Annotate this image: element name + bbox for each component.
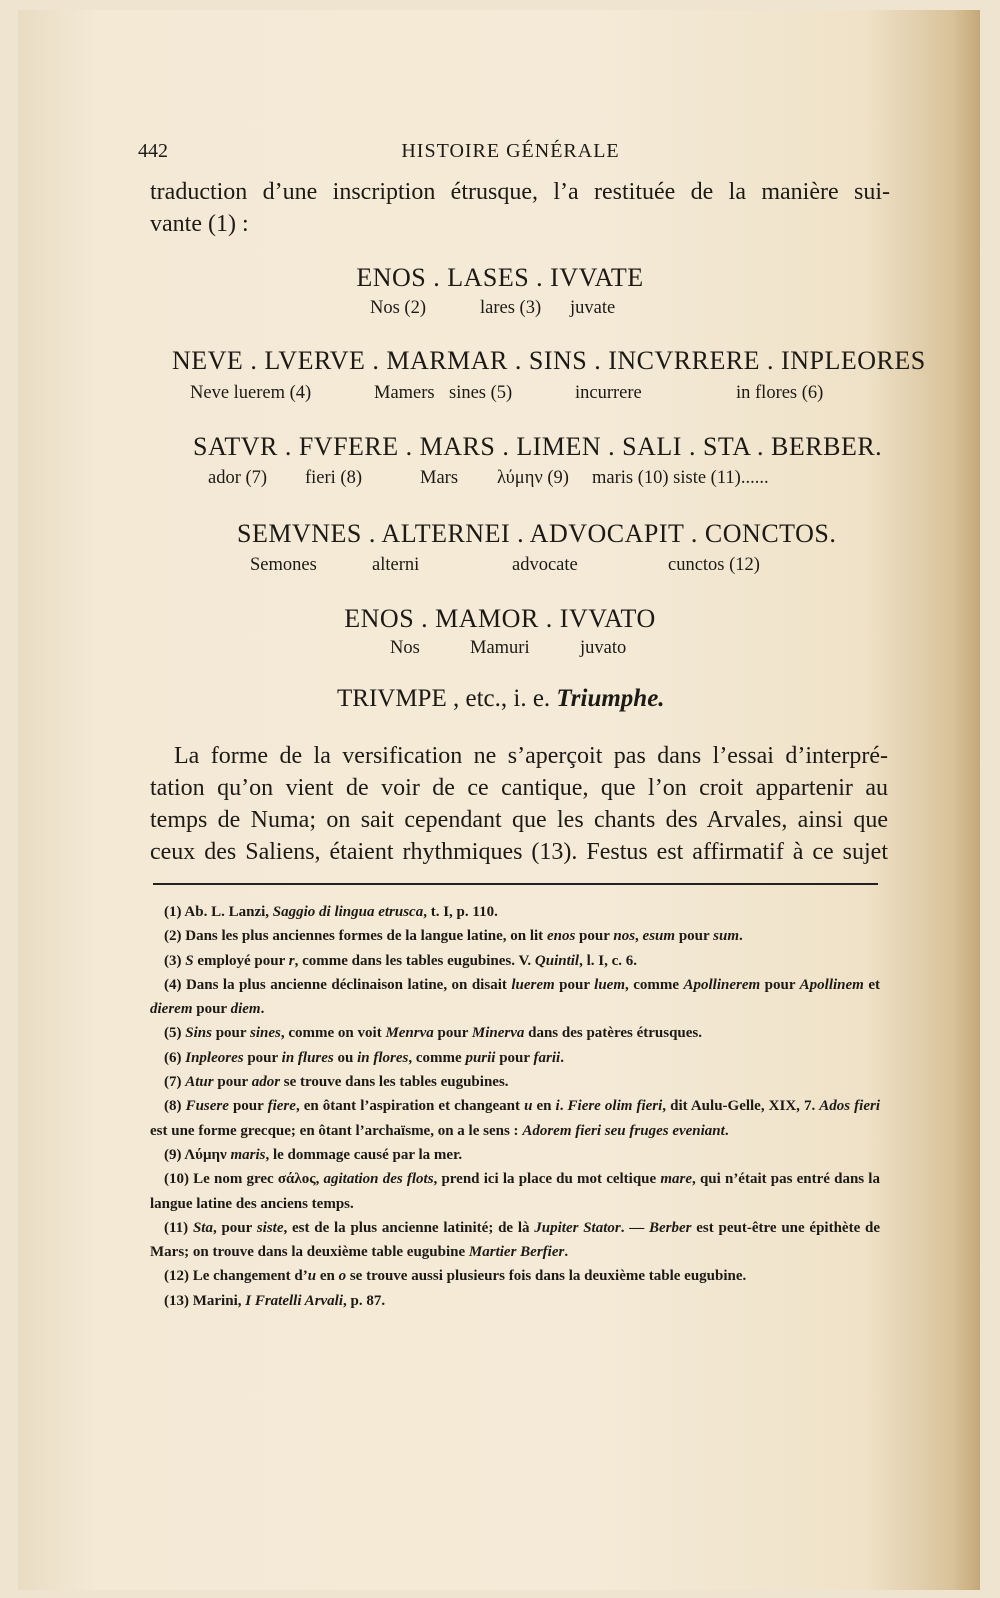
paragraph-line: ceux des Saliens, étaient rhythmiques (13). Festus est affirmatif à ce sujet [150, 839, 888, 865]
gloss-word: Mamers [374, 383, 435, 403]
footnote-text-segment: (5) [164, 1025, 186, 1042]
footnote-italic-segment: luem [594, 976, 626, 993]
inscription-line-4: SEMVNES . ALTERNEI . ADVOCAPIT . CONCTOS. [237, 519, 837, 548]
footnote-italic-segment: r [288, 952, 295, 969]
footnote [150, 973, 880, 1022]
intro-text [150, 176, 890, 240]
footnote-italic-segment: Minerva [471, 1025, 525, 1042]
footnote-italic-segment: Sins [185, 1025, 212, 1042]
footnote-italic-segment: ador [251, 1074, 281, 1091]
footnote-italic-segment: maris [230, 1146, 266, 1163]
paragraph-line: tation qu’on vient de voir de ce cantique, que l’on croit appartenir au [150, 775, 888, 801]
footnote-text-segment: (3) [164, 952, 186, 969]
footnote-italic-segment: sines [250, 1025, 281, 1042]
gloss-word: alterni [372, 555, 420, 575]
footnote-text-segment: pour [575, 928, 614, 945]
footnote-text-segment: , dit Aulu-Gelle, XIX, 7. [662, 1098, 820, 1115]
footnote-text-segment: . [560, 1049, 564, 1066]
gloss-word: incurrere [575, 383, 642, 403]
gloss-word: Mamuri [470, 638, 530, 658]
footnote-text-segment: pour [495, 1049, 534, 1066]
footnote-text-segment: (13) Marini, [164, 1292, 246, 1309]
footnote-italic-segment: S [185, 952, 194, 969]
footnote-italic-segment: Atur [185, 1074, 214, 1091]
footnote-text-segment: (7) [164, 1074, 186, 1091]
footnote-italic-segment: Adorem fieri seu fruges eveniant [522, 1122, 725, 1139]
footnote-italic-segment: mare [660, 1171, 693, 1188]
footnote-italic-segment: o [338, 1268, 347, 1285]
gloss-word: Semones [250, 555, 317, 575]
footnote [150, 1070, 880, 1094]
footnote-italic-segment: Ados fieri [819, 1098, 881, 1115]
footnote-text-segment: pour [760, 976, 800, 993]
gloss-word: juvato [580, 638, 627, 658]
footnote-italic-segment: Menrva [385, 1025, 434, 1042]
footnote-text-segment: en [316, 1268, 339, 1285]
footnote-italic-segment: i [555, 1098, 560, 1115]
paragraph-line: temps de Numa; on sait cependant que les chants des Arvales, ainsi que [150, 807, 888, 833]
inscription-line-2: NEVE . LVERVE . MARMAR . SINS . INCVRRERE . INPLEORES [172, 346, 926, 375]
footnote-text-segment: (6) [164, 1049, 186, 1066]
footnote-italic-segment: esum [642, 928, 676, 945]
footnote-text-segment: , p. 87. [343, 1292, 386, 1309]
footnote-italic-segment: Jupiter Stator [534, 1219, 621, 1236]
footnote-italic-segment: in flores [357, 1049, 409, 1066]
footnote-italic-segment: u [307, 1268, 317, 1285]
gloss-word: ador (7) [208, 468, 268, 488]
footnote-text-segment: , [635, 928, 643, 945]
footnote-text-segment: pour [228, 1098, 268, 1115]
footnote-italic-segment: Saggio di lingua etrusca [272, 904, 424, 920]
footnote-italic-segment: fiere [267, 1098, 296, 1115]
gloss-word: Mars [420, 468, 459, 488]
footnote-text-segment: pour [433, 1025, 472, 1042]
footnote-text-segment: pour [675, 928, 714, 945]
footnote-text-segment: pour [211, 1025, 251, 1042]
footnote-text-segment: (12) Le changement d’ [164, 1268, 308, 1285]
inscription-end-latin: TRIVMPE , etc., i. e. [337, 685, 551, 712]
footnote-text-segment: . — [620, 1219, 650, 1236]
footnote-italic-segment: Sta [192, 1219, 213, 1236]
footnote-text-segment: (8) [164, 1098, 186, 1115]
footnote-italic-segment: Apollinerem [683, 976, 761, 993]
gloss-word: maris (10) siste (11)...... [592, 468, 769, 488]
footnote-text-segment: et [863, 976, 880, 993]
footnote-text-segment: en [532, 1098, 556, 1115]
footnote-text-segment: pour [192, 1001, 231, 1018]
footnote-italic-segment: purii [465, 1049, 496, 1066]
footnote-italic-segment: diem [230, 1001, 261, 1018]
footnote-text-segment: , comme dans les tables eugubines. V. [294, 952, 535, 969]
footnote-italic-segment: enos [546, 928, 576, 945]
footnote-italic-segment: Fiere olim fieri [567, 1098, 663, 1115]
gloss-word: sines (5) [449, 383, 513, 403]
footnote-text-segment: , le dommage causé par la mer. [265, 1146, 463, 1163]
footnote-text-segment: pour [554, 976, 595, 993]
gloss-word: cunctos (12) [668, 555, 760, 575]
footnote [150, 1289, 880, 1313]
footnote-text-segment: . [559, 1098, 568, 1115]
footnote-text-segment: , comme [408, 1049, 466, 1066]
footnote-text-segment: employé pour [193, 952, 289, 969]
footnote-text-segment: . [724, 1122, 729, 1139]
gloss-word: fieri (8) [305, 468, 363, 488]
paragraph-line: La forme de la versification ne s’aperçoit pas dans l’essai d’interpré- [174, 743, 888, 769]
footnote [150, 1143, 880, 1167]
footnote [150, 949, 880, 973]
footnote-italic-segment: Apollinem [799, 976, 864, 993]
inscription-end-italic: Triumphe. [556, 685, 665, 712]
footnote [150, 924, 880, 948]
footnote [150, 1264, 880, 1288]
footnote-italic-segment: agitation des flots [323, 1171, 434, 1188]
footnote-italic-segment: Quintil [534, 952, 580, 969]
footnote-italic-segment: Martier Berfier [468, 1244, 565, 1261]
footnote-text-segment: , comme [625, 976, 684, 993]
footnote-text-segment: , l. I, c. 6. [579, 952, 638, 969]
footnote-italic-segment: farii [533, 1049, 561, 1066]
footnote-text-segment: . [739, 928, 743, 945]
running-header [138, 140, 883, 164]
footnote-rule [153, 883, 878, 885]
gloss-word: Neve luerem (4) [190, 383, 312, 403]
footnote-text-segment: pour [213, 1074, 252, 1091]
footnote-text-segment: (9) Λύμην [164, 1146, 231, 1163]
footnote-text-segment: est une forme grecque; en ôtant l’archaïsme, on a le sens : [150, 1122, 523, 1139]
footnote-text-segment: . [564, 1244, 569, 1261]
footnote-italic-segment: luerem [511, 976, 555, 993]
footnotes [150, 900, 880, 1313]
footnote-text-segment: , en ôtant l’aspiration et changeant [295, 1098, 525, 1115]
footnote-text-segment: , comme on voit [280, 1025, 386, 1042]
footnote [150, 1021, 880, 1045]
footnote-italic-segment: Inpleores [185, 1049, 244, 1066]
footnote-text-segment: (11) [164, 1219, 193, 1236]
footnote-text-segment: se trouve dans les tables eugubines. [280, 1074, 509, 1091]
footnote [150, 1167, 880, 1216]
page-number: 442 [138, 140, 168, 162]
gloss-word: Nos (2) [370, 298, 427, 318]
footnote [150, 1094, 880, 1143]
footnote-italic-segment: Berber [649, 1219, 692, 1236]
footnote-text-segment: (10) Le nom grec σάλος, [164, 1171, 324, 1188]
running-title: HISTOIRE GÉNÉRALE [401, 140, 620, 162]
inscription-line-1: ENOS . LASES . IVVATE [356, 263, 644, 292]
footnote-text-segment: pour [243, 1049, 282, 1066]
footnote-italic-segment: dierem [150, 1001, 193, 1018]
inscription-line-3: SATVR . FVFERE . MARS . LIMEN . SALI . STA . BERBER. [193, 432, 883, 461]
footnote-text-segment: (4) Dans la plus ancienne déclinaison latine, on disait [164, 976, 512, 993]
footnote-italic-segment: siste [256, 1219, 284, 1236]
gloss-word: in flores (6) [736, 383, 824, 403]
body-paragraph [150, 740, 888, 868]
footnote-text-segment: , qui n’était pas entré dans la langue latine des anciens temps. [150, 1171, 880, 1212]
intro-line: traduction d’une inscription étrusque, l’a restituée de la manière sui- [150, 179, 890, 205]
gloss-word: lares (3) [480, 298, 542, 318]
gloss-word: juvate [570, 298, 616, 318]
footnote-text-segment: (2) Dans les plus anciennes formes de la langue latine, on lit [164, 928, 547, 945]
footnote-text-segment: , t. I, p. 110. [423, 904, 498, 920]
footnote [150, 1216, 880, 1265]
footnote-italic-segment: in flures [281, 1049, 334, 1066]
footnote-text-segment: est peut-être une épithète de Mars; on trouve dans la deuxième table eugubine [150, 1219, 881, 1261]
footnote-text-segment: , est de la plus ancienne latinité; de là [283, 1219, 535, 1236]
footnote-italic-segment: sum [713, 928, 739, 945]
footnote-text-segment: se trouve aussi plusieurs fois dans la deuxième table eugubine. [346, 1268, 747, 1285]
footnote-text-segment: , prend ici la place du mot celtique [433, 1171, 661, 1188]
inscription-line-5: ENOS . MAMOR . IVVATO [344, 604, 656, 633]
footnote [150, 900, 880, 924]
footnote-text-segment: (1) Ab. L. Lanzi, [164, 904, 273, 920]
intro-line: vante (1) : [150, 211, 249, 237]
footnote-italic-segment: nos [613, 928, 636, 945]
footnote-text-segment: dans des patères étrusques. [524, 1025, 703, 1042]
footnote [150, 1046, 880, 1070]
footnote-italic-segment: I Fratelli Arvali [245, 1292, 344, 1309]
footnote-italic-segment: Fusere [185, 1098, 229, 1115]
footnote-text-segment: . [260, 1001, 265, 1018]
gloss-word: λύμην (9) [497, 468, 569, 488]
footnote-text-segment: , pour [212, 1219, 257, 1236]
footnote-italic-segment: u [524, 1098, 533, 1115]
gloss-word: advocate [512, 555, 578, 575]
footnote-text-segment: ou [333, 1049, 358, 1066]
inscription-line-6 [337, 685, 665, 713]
gloss-word: Nos [390, 638, 420, 658]
